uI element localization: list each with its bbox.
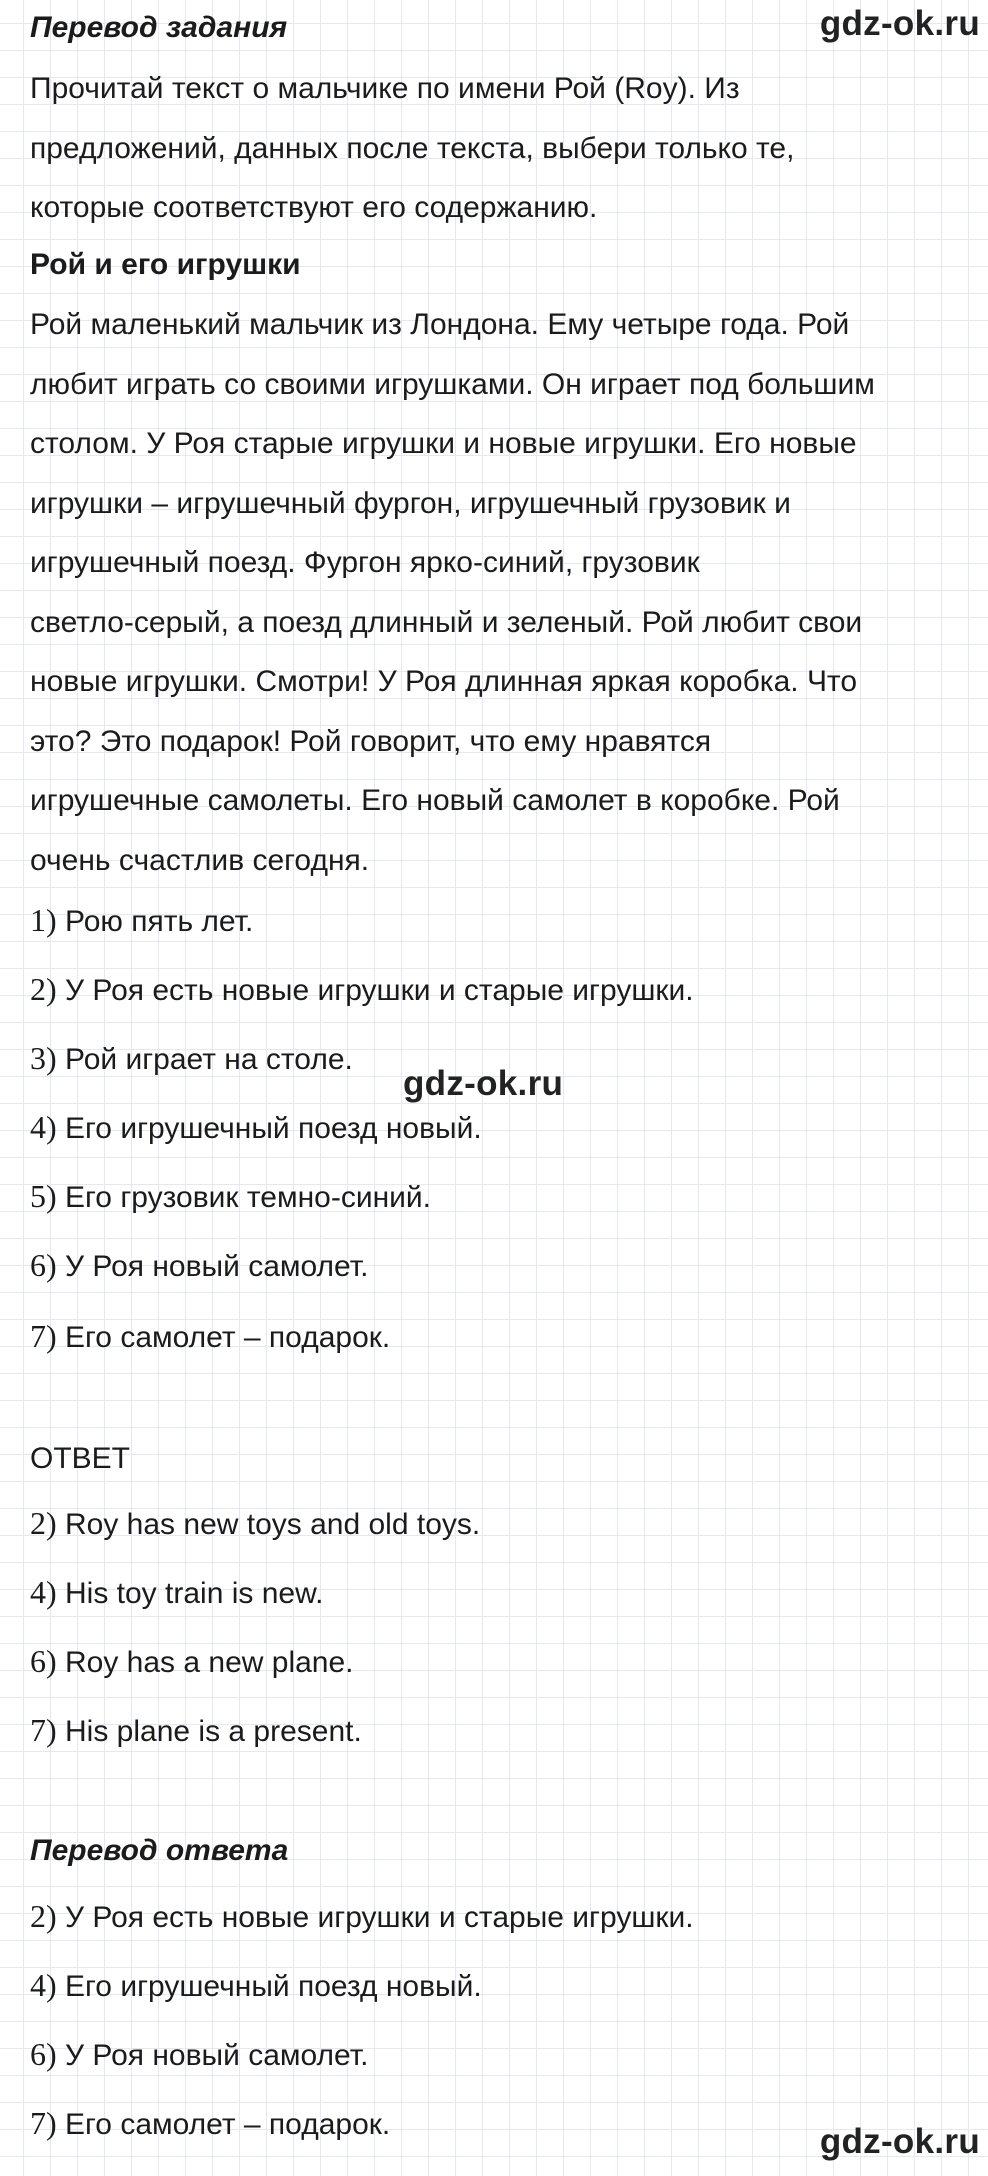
- translation-item: [30, 2101, 390, 2147]
- statement-item: [30, 1314, 390, 1360]
- instruction-line: которые соответствуют его содержанию.: [30, 191, 598, 224]
- statement-number: 6): [30, 1247, 57, 1283]
- story-line: игрушечный поезд. Фургон ярко-синий, грузовик: [30, 546, 700, 579]
- translation-number: 7): [30, 2105, 57, 2141]
- statement-text: Его самолет – подарок.: [65, 1321, 391, 1354]
- translation-item: [30, 1963, 482, 2009]
- statement-number: 2): [30, 971, 57, 1007]
- answer-text: Roy has new toys and old toys.: [65, 1508, 481, 1541]
- answer-number: 2): [30, 1505, 57, 1541]
- translation-number: 4): [30, 1967, 57, 2003]
- story-line: любит играть со своими игрушками. Он играет под большим: [30, 367, 875, 401]
- watermark-bottom: gdz-ok.ru: [819, 2122, 980, 2161]
- statement-text: Его игрушечный поезд новый.: [65, 1112, 482, 1145]
- instruction-line: Прочитай текст о мальчике по имени Рой (Roy). Из: [30, 72, 740, 105]
- answer-item: [30, 1501, 480, 1547]
- answer-number: 4): [30, 1574, 57, 1610]
- answer-text: His plane is a present.: [65, 1715, 362, 1748]
- statement-text: Рою пять лет.: [65, 905, 254, 938]
- translation-number: 2): [30, 1898, 57, 1934]
- statement-text: Его грузовик темно-синий.: [65, 1181, 431, 1214]
- answer-text: His toy train is new.: [65, 1577, 324, 1610]
- answer-text: Roy has a new plane.: [65, 1646, 354, 1679]
- answer-number: 6): [30, 1643, 57, 1679]
- statement-number: 3): [30, 1040, 57, 1076]
- story-line: Рой маленький мальчик из Лондона. Ему четыре года. Рой: [30, 308, 850, 341]
- story-line: очень счастлив сегодня.: [30, 843, 370, 877]
- task-translation-heading: Перевод задания: [30, 11, 288, 44]
- answer-heading: ОТВЕТ: [30, 1442, 131, 1475]
- translation-text: Его игрушечный поезд новый.: [65, 1970, 482, 2003]
- statement-number: 7): [30, 1318, 57, 1354]
- watermark-middle: gdz-ok.ru: [403, 1064, 564, 1103]
- instruction-paragraph: [30, 59, 980, 238]
- translation-item: [30, 2032, 368, 2078]
- translation-text: У Роя есть новые игрушки и старые игрушки.: [65, 1901, 694, 1934]
- story-line: игрушки – игрушечный фургон, игрушечный грузовик и: [30, 486, 791, 520]
- story-line: игрушечные самолеты. Его новый самолет в коробке. Рой: [30, 784, 840, 817]
- instruction-line: предложений, данных после текста, выбери только те,: [30, 131, 795, 165]
- statement-number: 4): [30, 1109, 57, 1145]
- statement-text: У Роя есть новые игрушки и старые игрушки.: [65, 974, 694, 1007]
- story-line: столом. У Роя старые игрушки и новые игрушки. Его новые: [30, 427, 857, 460]
- translation-item: [30, 1894, 694, 1940]
- statement-item: [30, 1243, 368, 1289]
- story-paragraph: [30, 295, 980, 890]
- statement-item: [30, 967, 694, 1013]
- statement-item: [30, 1105, 482, 1151]
- story-title: Рой и его игрушки: [30, 248, 301, 281]
- story-line: это? Это подарок! Рой говорит, что ему нравятся: [30, 724, 712, 758]
- watermark-top: gdz-ok.ru: [819, 4, 980, 43]
- statement-text: У Роя новый самолет.: [65, 1250, 369, 1283]
- statement-number: 1): [30, 902, 57, 938]
- answer-translation-heading: Перевод ответа: [30, 1834, 289, 1867]
- answer-item: [30, 1570, 323, 1616]
- answer-number: 7): [30, 1712, 57, 1748]
- translation-text: У Роя новый самолет.: [65, 2039, 369, 2072]
- story-line: светло-серый, а поезд длинный и зеленый. Рой любит свои: [30, 605, 863, 639]
- statement-item: [30, 898, 253, 944]
- translation-number: 6): [30, 2036, 57, 2072]
- story-line: новые игрушки. Смотри! У Роя длинная яркая коробка. Что: [30, 665, 858, 698]
- answer-item: [30, 1639, 354, 1685]
- answer-item: [30, 1708, 362, 1754]
- statement-item: [30, 1174, 431, 1220]
- statement-item: [30, 1036, 353, 1082]
- statement-number: 5): [30, 1178, 57, 1214]
- translation-text: Его самолет – подарок.: [65, 2108, 391, 2141]
- statement-text: Рой играет на столе.: [65, 1043, 353, 1076]
